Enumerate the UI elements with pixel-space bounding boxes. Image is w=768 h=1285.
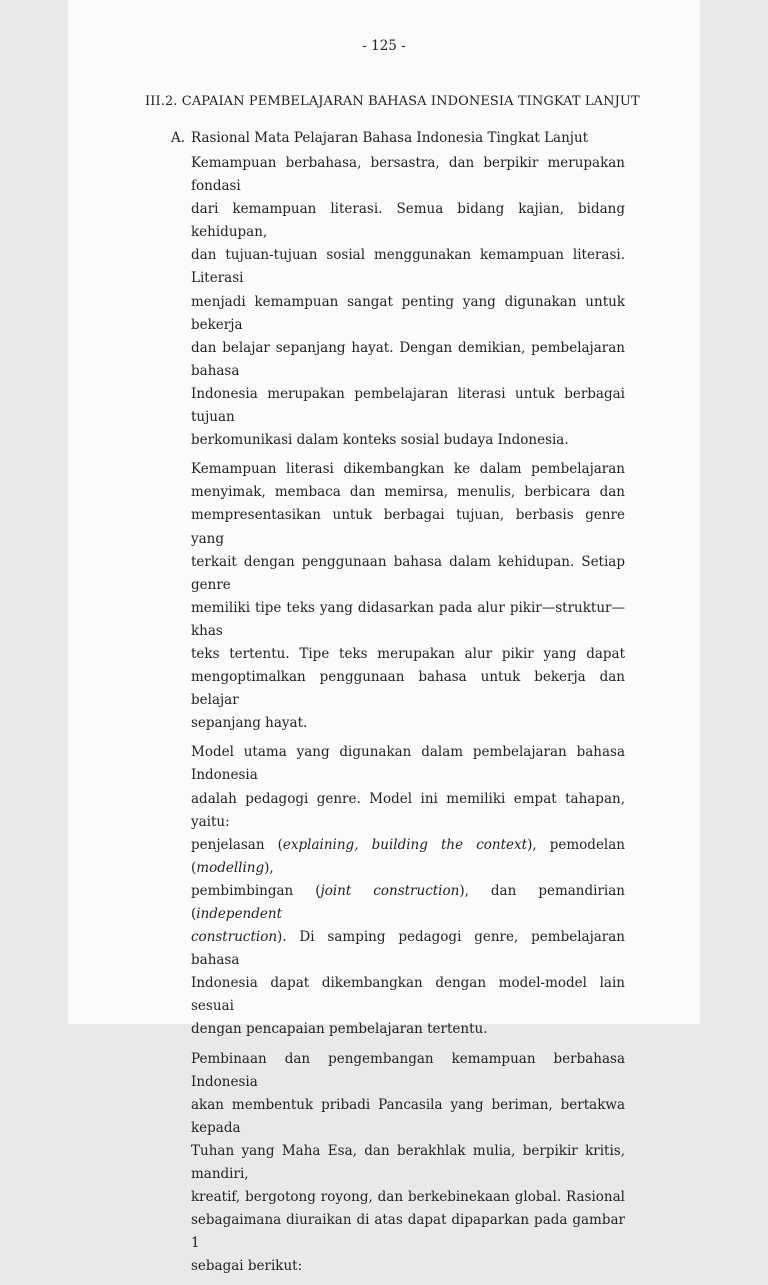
text-run: menyimak, membaca dan memirsa, menulis, berbicara dan [191,484,625,501]
subsection-heading [171,130,588,146]
text-run: dan tujuan-tujuan sosial menggunakan kemampuan literasi. Literasi [191,247,625,287]
text-run: kreatif, bergotong royong, dan berkebinekaan global. Rasional [191,1189,625,1206]
text-line [191,741,625,787]
text-run: pembimbingan ( [191,882,321,899]
text-line [191,1094,625,1140]
body-text [191,152,625,1285]
text-run: ). Di samping pedagogi genre, pembelajaran bahasa [191,929,625,969]
text-run: mempresentasikan untuk berbagai tujuan, berbasis genre yang [191,507,625,547]
document-page [68,0,700,1275]
text-line [191,551,625,597]
text-line [191,481,625,504]
text-line [191,198,625,244]
italic-term: explaining, building the context [282,836,528,853]
text-run: sebagaimana diuraikan di atas dapat dipaparkan pada gambar 1 [191,1212,625,1252]
text-line [191,880,625,926]
text-line [191,291,625,337]
text-line [191,1209,625,1255]
text-run: akan membentuk pribadi Pancasila yang beriman, bertakwa kepada [191,1096,625,1136]
text-run: mengoptimalkan penggunaan bahasa untuk bekerja dan belajar [191,669,625,709]
text-line [191,834,625,880]
text-run: Kemampuan berbahasa, bersastra, dan berpikir merupakan fondasi [191,155,625,195]
italic-term: construction [191,929,278,946]
paragraph [191,152,625,452]
text-line [191,926,625,972]
text-line [191,458,625,481]
text-run: dengan pencapaian pembelajaran tertentu. [191,1021,488,1038]
text-line [191,152,625,198]
text-line [191,712,625,735]
italic-term: independent [196,906,283,922]
text-run: sebagai berikut: [191,1258,303,1275]
paragraph [191,458,625,735]
text-run: memiliki tipe teks yang didasarkan pada alur pikir—struktur—khas [191,599,625,639]
text-run: Tuhan yang Maha Esa, dan berakhlak mulia, berpikir kritis, mandiri, [191,1142,625,1183]
text-line [191,1048,625,1094]
paragraph [191,1048,625,1279]
subsection-marker: A. [171,130,186,146]
text-run: teks tertentu. Tipe teks merupakan alur pikir yang dapat [191,645,625,662]
text-line [191,1255,625,1278]
text-run: Kemampuan literasi dikembangkan ke dalam pembelajaran [191,461,625,478]
text-line [191,504,625,550]
subsection-title: Rasional Mata Pelajaran Bahasa Indonesia Tingkat Lanjut [191,130,589,146]
italic-term: joint construction [320,882,460,899]
text-run: adalah pedagogi genre. Model ini memiliki empat tahapan, yaitu: [191,790,625,830]
text-run: menjadi kemampuan sangat penting yang digunakan untuk bekerja [191,293,625,333]
text-run: terkait dengan penggunaan bahasa dalam kehidupan. Setiap genre [191,553,625,593]
text-line [191,1018,625,1041]
text-run: Model utama yang digunakan dalam pembelajaran bahasa Indonesia [191,744,625,784]
text-run: dan belajar sepanjang hayat. Dengan demikian, pembelajaran bahasa [191,339,625,379]
section-heading: III.2. CAPAIAN PEMBELAJARAN BAHASA INDONESIA TINGKAT LANJUT [145,94,640,109]
text-line [191,383,625,429]
text-line [191,643,625,666]
text-line [191,972,625,1018]
text-run: ), dan pemandirian ( [191,882,625,922]
text-run: dari kemampuan literasi. Semua bidang kajian, bidang kehidupan, [191,201,625,241]
text-run: berkomunikasi dalam konteks sosial budaya Indonesia. [191,432,569,449]
text-line [191,597,625,643]
text-run: Indonesia merupakan pembelajaran literasi untuk berbagai tujuan [191,385,625,426]
text-line [191,1186,625,1209]
text-run: penjelasan ( [191,836,283,853]
text-line [191,1140,625,1186]
italic-term: modelling [196,859,265,876]
page-number: - 125 - [362,38,406,54]
text-line [191,429,625,452]
text-run: sepanjang hayat. [191,715,308,732]
text-line [191,337,625,383]
text-line [191,666,625,712]
text-run: ), [264,859,274,876]
text-line [191,788,625,834]
text-line [191,244,625,290]
paragraph [191,741,625,1041]
text-run: Indonesia dapat dikembangkan dengan model-model lain sesuai [191,975,625,1015]
text-run: Pembinaan dan pengembangan kemampuan berbahasa Indonesia [191,1050,625,1090]
text-run: ), pemodelan ( [191,836,625,876]
